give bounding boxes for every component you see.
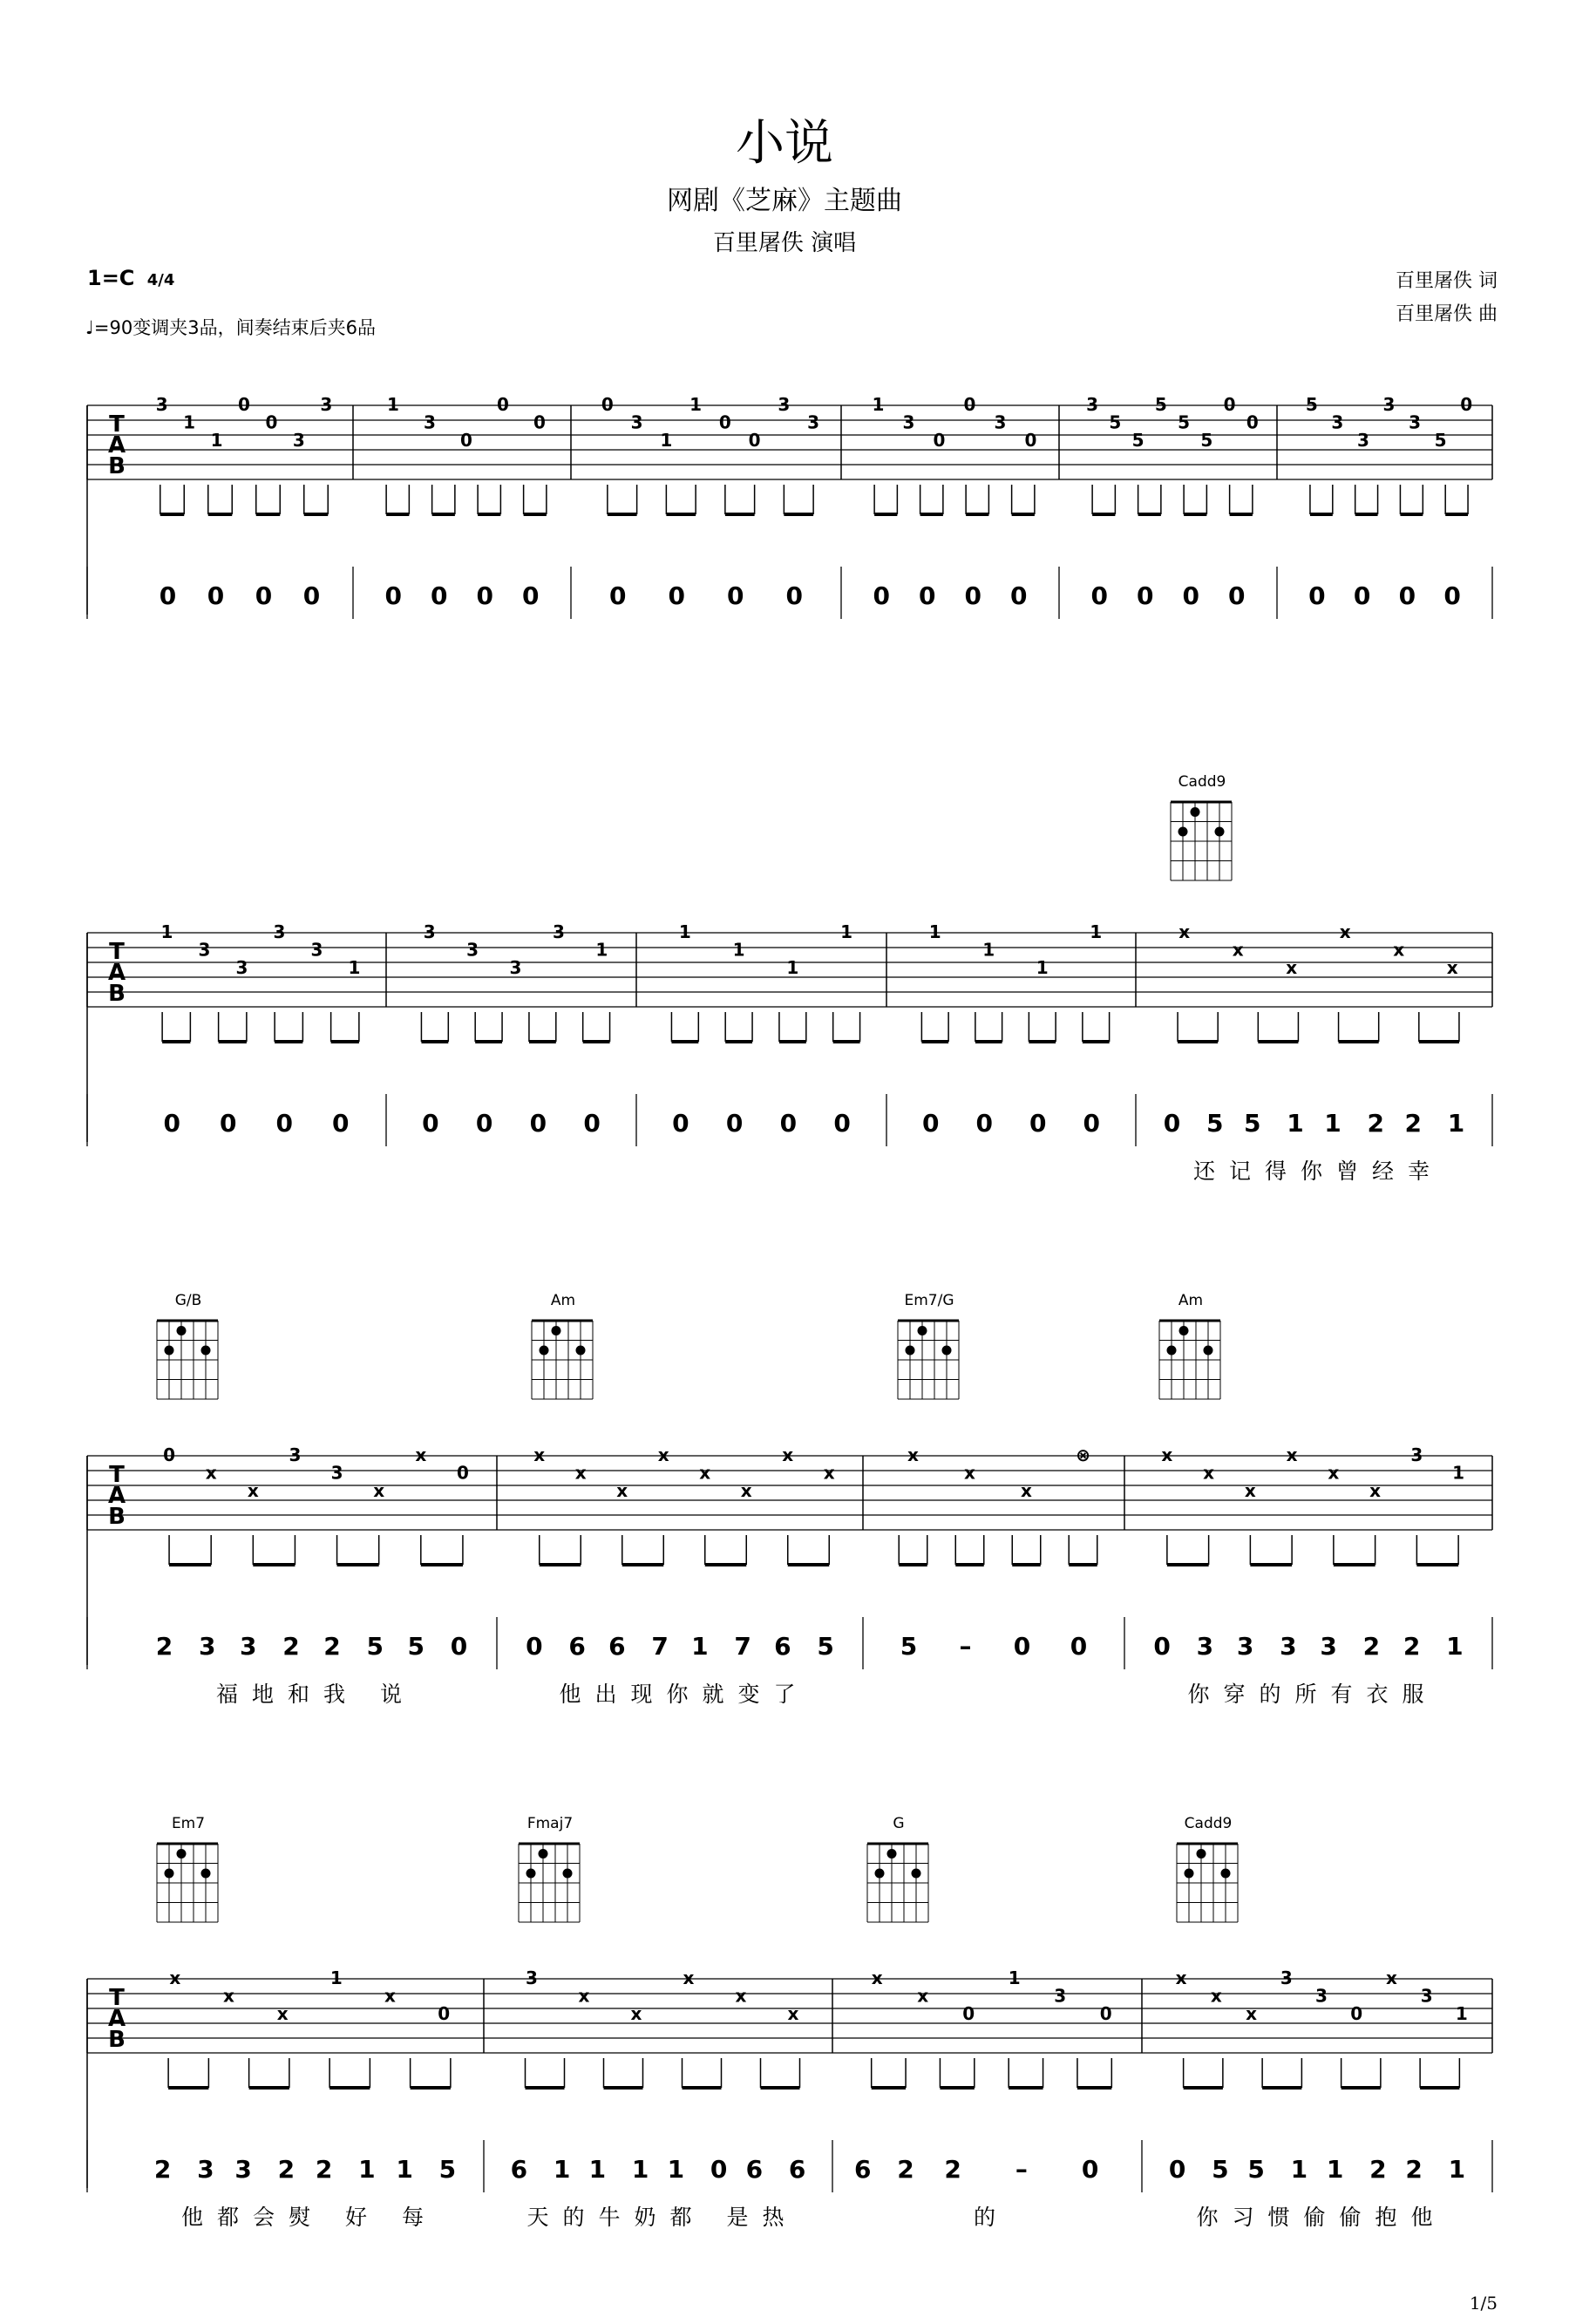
- time-signature: 4/4: [146, 271, 175, 289]
- tab-fret-number: 1: [1455, 2002, 1468, 2024]
- tab-fret-number: x: [1244, 1479, 1256, 1501]
- chord-finger-dot: [1179, 1326, 1189, 1335]
- tab-fret-number: x: [1175, 1967, 1187, 1988]
- jianpu-note: 0: [727, 581, 753, 610]
- jianpu-note: –: [959, 1632, 981, 1661]
- tab-fret-number: 0: [438, 2002, 451, 2024]
- chord-diagram: [157, 1292, 218, 1399]
- tab-fret-number: 3: [1054, 1985, 1067, 2007]
- jianpu-note: 0: [475, 1109, 502, 1138]
- tab-fret-number: 3: [1382, 394, 1396, 415]
- jianpu-note: 0: [522, 581, 548, 610]
- jianpu-note: 0: [975, 1109, 1002, 1138]
- chord-name: Fmaj7: [526, 1815, 574, 1832]
- tab-fret-number: 3: [235, 956, 248, 978]
- tab-fret-number: x: [1021, 1479, 1032, 1501]
- tab-fret-number: 3: [155, 394, 168, 415]
- lyric-text: 天的牛奶都 是热: [526, 2205, 798, 2230]
- jianpu-note: 1 2: [1324, 1109, 1393, 1138]
- tab-fret-number: x: [907, 1444, 919, 1465]
- jianpu-note: 0: [1308, 581, 1335, 610]
- tab-fret-number: 3: [1315, 1985, 1328, 2007]
- chord-finger-dot: [201, 1346, 211, 1356]
- tab-fret-number: x: [657, 1444, 669, 1465]
- jianpu-note: 0: [873, 581, 899, 610]
- tab-fret-number: 0: [933, 429, 946, 451]
- jianpu-note: 2 1: [1403, 1632, 1472, 1661]
- tab-fret-number: 1: [387, 394, 399, 415]
- jianpu-note: 1 0: [667, 2155, 737, 2184]
- tab-fret-number: 5: [1200, 429, 1213, 451]
- tab-fret-number: 1: [732, 939, 745, 961]
- tab-fret-number: 1: [160, 921, 173, 942]
- tab-fret-number: 5: [1434, 429, 1447, 451]
- jianpu-note: 0: [1443, 581, 1470, 610]
- jianpu-note: 0: [1182, 581, 1208, 610]
- tab-fret-number: 1: [840, 921, 853, 942]
- jianpu-note: 6 6: [745, 2155, 815, 2184]
- tab-fret-number: x: [823, 1462, 835, 1484]
- chord-diagram: [867, 1815, 928, 1922]
- tab-clef-letter: T: [109, 411, 125, 438]
- tab-fret-number: ⊗: [1076, 1444, 1090, 1465]
- jianpu-note: 2: [944, 2155, 970, 2184]
- jianpu-note: 6 7: [608, 1632, 677, 1661]
- tab-fret-number: 3: [273, 921, 286, 942]
- score-system: [87, 1292, 1492, 1707]
- tab-fret-number: 0: [748, 429, 761, 451]
- chord-finger-dot: [906, 1346, 915, 1356]
- chord-finger-dot: [1185, 1869, 1194, 1879]
- tab-fret-number: x: [964, 1462, 975, 1484]
- tab-fret-number: 1: [595, 939, 608, 961]
- jianpu-note: 0: [609, 581, 635, 610]
- tab-fret-number: 1: [982, 939, 995, 961]
- jianpu-note: 5: [900, 1632, 927, 1661]
- chord-finger-dot: [918, 1326, 927, 1335]
- tab-fret-number: 1: [786, 956, 799, 978]
- tab-fret-number: x: [1339, 921, 1351, 942]
- tab-fret-number: 3: [994, 411, 1007, 433]
- tab-fret-number: 3: [466, 939, 479, 961]
- jianpu-note: 0: [779, 1109, 806, 1138]
- tab-clef-letter: A: [107, 432, 126, 459]
- jianpu-note: 0: [922, 1109, 948, 1138]
- tab-fret-number: 3: [902, 411, 915, 433]
- tab-fret-number: x: [1203, 1462, 1215, 1484]
- jianpu-note: 2 1: [1404, 1109, 1474, 1138]
- jianpu-note: 0: [529, 1109, 556, 1138]
- jianpu-note: 0: [919, 581, 945, 610]
- chord-diagram: [1159, 1292, 1220, 1399]
- tab-fret-number: 3: [292, 429, 305, 451]
- tab-fret-number: 0: [718, 411, 731, 433]
- chord-finger-dot: [1167, 1346, 1177, 1356]
- tab-clef-letter: A: [107, 2006, 126, 2032]
- chord-diagram: [1171, 773, 1232, 880]
- tab-fret-number: 3: [1409, 411, 1422, 433]
- lyricist-credit: 百里屠佚 词: [1396, 270, 1498, 292]
- jianpu-note: 6 1: [510, 2155, 580, 2184]
- tab-fret-number: 1: [1008, 1967, 1021, 1988]
- tab-fret-number: 1: [1452, 1462, 1465, 1484]
- tab-fret-number: 3: [1331, 411, 1344, 433]
- tab-fret-number: x: [169, 1967, 181, 1988]
- tab-fret-number: 0: [1460, 394, 1473, 415]
- chord-name: Am: [550, 1292, 576, 1309]
- tab-fret-number: 5: [1305, 394, 1318, 415]
- tab-fret-number: x: [1393, 939, 1405, 961]
- tab-fret-number: x: [247, 1479, 259, 1501]
- tab-fret-number: 1: [348, 956, 361, 978]
- jianpu-note: –: [1015, 2155, 1036, 2184]
- tab-fret-number: x: [533, 1444, 546, 1465]
- tab-fret-number: 1: [329, 1967, 343, 1988]
- jianpu-note: 5 1: [1247, 2155, 1317, 2184]
- tab-fret-number: x: [574, 1462, 587, 1484]
- tab-fret-number: 0: [1024, 429, 1037, 451]
- tab-fret-number: 0: [1246, 411, 1259, 433]
- jianpu-note: 0: [785, 581, 812, 610]
- lyric-text: 福地和我 说: [216, 1682, 416, 1707]
- jianpu-note: 1 5: [396, 2155, 465, 2184]
- key-label: 1=C: [87, 266, 135, 290]
- chord-finger-dot: [177, 1849, 187, 1859]
- jianpu-note: 0: [431, 581, 457, 610]
- jianpu-note: 1 7: [691, 1632, 760, 1661]
- tab-fret-number: 0: [460, 429, 472, 451]
- tab-fret-number: x: [1286, 1444, 1298, 1465]
- tab-fret-number: 1: [872, 394, 885, 415]
- chord-finger-dot: [165, 1869, 174, 1879]
- chord-finger-dot: [576, 1346, 586, 1356]
- chord-diagram: [898, 1292, 959, 1399]
- tab-fret-number: x: [787, 2002, 799, 2024]
- chord-finger-dot: [563, 1869, 573, 1879]
- tab-fret-number: x: [384, 1985, 396, 2007]
- chord-finger-dot: [1215, 827, 1225, 837]
- jianpu-note: 1 1: [588, 2155, 658, 2184]
- tab-fret-number: 3: [509, 956, 522, 978]
- jianpu-note: 0: [207, 581, 234, 610]
- tab-fret-number: 1: [183, 411, 196, 433]
- jianpu-note: 0: [1353, 581, 1380, 610]
- tab-fret-number: 3: [289, 1444, 302, 1465]
- jianpu-note: 0: [1010, 581, 1036, 610]
- jianpu-note: 0: [1083, 1109, 1109, 1138]
- score-system: [87, 773, 1492, 1184]
- jianpu-note: 0: [1137, 581, 1163, 610]
- jianpu-note: 0: [476, 581, 502, 610]
- tab-clef-letter: T: [109, 939, 125, 965]
- chord-finger-dot: [1204, 1346, 1213, 1356]
- tab-fret-number: x: [616, 1479, 628, 1501]
- jianpu-note: 0: [833, 1109, 859, 1138]
- tab-fret-number: 3: [1420, 1985, 1433, 2007]
- tab-fret-number: 3: [807, 411, 820, 433]
- jianpu-note: 0: [302, 581, 329, 610]
- chord-name: G/B: [174, 1292, 202, 1309]
- tab-fret-number: 3: [310, 939, 323, 961]
- lyric-text: 他出现你就变了: [559, 1682, 810, 1707]
- page-number: 1/5: [1469, 2293, 1498, 2314]
- jianpu-note: 0: [1070, 1632, 1097, 1661]
- jianpu-note: 3 2: [240, 1632, 309, 1661]
- tab-fret-number: 0: [1099, 2002, 1112, 2024]
- chord-name: G: [893, 1815, 905, 1832]
- tab-clef-letter: A: [107, 960, 126, 986]
- tab-fret-number: 3: [423, 921, 436, 942]
- tab-fret-number: x: [223, 1985, 234, 2007]
- tab-fret-number: x: [1210, 1985, 1222, 2007]
- tab-fret-number: 1: [210, 429, 223, 451]
- tab-fret-number: 0: [238, 394, 250, 415]
- tab-fret-number: 0: [1223, 394, 1236, 415]
- jianpu-note: 1 2: [1326, 2155, 1396, 2184]
- jianpu-note: 0: [583, 1109, 609, 1138]
- chord-diagram: [1177, 1815, 1238, 1922]
- tab-fret-number: 3: [526, 1967, 538, 1988]
- tab-fret-number: 5: [1109, 411, 1122, 433]
- tab-fret-number: 3: [198, 939, 211, 961]
- chord-name: Em7: [171, 1815, 206, 1832]
- tempo-marking: ♩=90变调夹3品，间奏结束后夹6品: [85, 317, 376, 338]
- composer-credit: 百里屠佚 曲: [1396, 303, 1498, 325]
- tab-fret-number: 5: [1178, 411, 1191, 433]
- chord-finger-dot: [887, 1849, 897, 1859]
- tab-fret-number: x: [1246, 2002, 1258, 2024]
- tab-fret-number: x: [415, 1444, 427, 1465]
- tab-fret-number: x: [578, 1985, 590, 2007]
- jianpu-note: 0: [1013, 1632, 1040, 1661]
- jianpu-note: 0: [964, 581, 990, 610]
- tab-fret-number: x: [871, 1967, 883, 1988]
- tab-fret-number: 1: [678, 921, 691, 942]
- tab-fret-number: x: [630, 2002, 642, 2024]
- chord-name: Em7/G: [904, 1292, 954, 1309]
- tab-fret-number: 1: [660, 429, 673, 451]
- tab-fret-number: 3: [320, 394, 333, 415]
- tab-fret-number: 5: [1154, 394, 1167, 415]
- jianpu-note: 0: [1081, 2155, 1108, 2184]
- jianpu-note: 0: [668, 581, 694, 610]
- jianpu-note: 6 2: [854, 2155, 923, 2184]
- jianpu-note: 0: [163, 1109, 189, 1138]
- tab-fret-number: x: [1328, 1462, 1340, 1484]
- chord-finger-dot: [165, 1346, 174, 1356]
- jianpu-note: 0: [1029, 1109, 1056, 1138]
- tab-fret-number: 3: [424, 411, 436, 433]
- tab-fret-number: 3: [1086, 394, 1099, 415]
- chord-finger-dot: [201, 1869, 211, 1879]
- jianpu-note: 3 2: [234, 2155, 304, 2184]
- tab-clef-letter: B: [108, 453, 126, 479]
- jianpu-note: 2 5: [323, 1632, 392, 1661]
- tab-fret-number: 0: [265, 411, 278, 433]
- jianpu-note: 0: [255, 581, 282, 610]
- tab-fret-number: x: [699, 1462, 711, 1484]
- tab-fret-number: 1: [689, 394, 703, 415]
- chord-finger-dot: [912, 1869, 921, 1879]
- jianpu-note: 0 3: [1153, 1632, 1223, 1661]
- jianpu-note: 0: [384, 581, 411, 610]
- tab-fret-number: x: [917, 1985, 929, 2007]
- tab-fret-number: 3: [778, 394, 791, 415]
- chord-name: Cadd9: [1178, 773, 1226, 791]
- tab-fret-number: x: [1161, 1444, 1173, 1465]
- tab-fret-number: 1: [928, 921, 941, 942]
- tab-fret-number: 3: [1410, 1444, 1423, 1465]
- chord-finger-dot: [552, 1326, 561, 1335]
- tab-fret-number: 0: [497, 394, 509, 415]
- chord-finger-dot: [1191, 807, 1200, 817]
- chord-finger-dot: [1221, 1869, 1231, 1879]
- jianpu-note: 2 1: [1405, 2155, 1475, 2184]
- jianpu-note: 5 0: [407, 1632, 477, 1661]
- tab-fret-number: 0: [456, 1462, 469, 1484]
- tab-fret-number: 3: [630, 411, 643, 433]
- jianpu-note: 0: [332, 1109, 358, 1138]
- tab-fret-number: 0: [163, 1444, 176, 1465]
- tab-fret-number: 0: [533, 411, 546, 433]
- tab-fret-number: x: [782, 1444, 794, 1465]
- jianpu-note: 2 1: [315, 2155, 384, 2184]
- tab-fret-number: 0: [962, 2002, 975, 2024]
- chord-diagram: [519, 1815, 580, 1922]
- tab-fret-number: x: [1369, 1479, 1382, 1501]
- tab-fret-number: 3: [1280, 1967, 1293, 1988]
- tab-clef-letter: B: [108, 981, 126, 1007]
- tab-fret-number: 1: [1036, 956, 1049, 978]
- jianpu-note: 0: [159, 581, 186, 610]
- jianpu-note: 0 6: [526, 1632, 594, 1661]
- tab-clef-letter: T: [109, 1462, 125, 1488]
- chord-name: Cadd9: [1184, 1815, 1233, 1832]
- tab-clef-letter: A: [107, 1483, 126, 1509]
- lyric-text: 你习惯偷偷抱他: [1196, 2205, 1447, 2230]
- jianpu-note: 0: [672, 1109, 698, 1138]
- tab-fret-number: 1: [1090, 921, 1103, 942]
- jianpu-note: 0: [1090, 581, 1117, 610]
- tab-fret-number: x: [276, 2002, 289, 2024]
- lyric-text: 你穿的所有衣服: [1187, 1682, 1438, 1707]
- tab-fret-number: x: [1232, 939, 1244, 961]
- chord-diagram: [157, 1815, 218, 1922]
- chord-name: Am: [1178, 1292, 1204, 1309]
- chord-finger-dot: [177, 1326, 187, 1335]
- chord-finger-dot: [540, 1346, 549, 1356]
- tab-fret-number: 0: [1350, 2002, 1363, 2024]
- jianpu-note: 3 3: [1236, 1632, 1306, 1661]
- tab-fret-number: 3: [330, 1462, 343, 1484]
- jianpu-note: 0 5: [1168, 2155, 1238, 2184]
- song-title: 小说: [736, 115, 833, 172]
- chord-finger-dot: [526, 1869, 536, 1879]
- jianpu-note: 0: [422, 1109, 448, 1138]
- jianpu-note: 0: [1228, 581, 1254, 610]
- tab-clef-letter: T: [109, 1985, 125, 2011]
- score-system: [87, 1815, 1492, 2230]
- chord-finger-dot: [539, 1849, 548, 1859]
- tab-clef-letter: B: [108, 2027, 126, 2053]
- score-system: [87, 394, 1492, 619]
- jianpu-note: 0: [1398, 581, 1425, 610]
- tab-fret-number: 3: [552, 921, 565, 942]
- tab-fret-number: x: [1446, 956, 1458, 978]
- tab-fret-number: x: [683, 1967, 695, 1988]
- lyric-text: 的: [973, 2205, 1010, 2230]
- tab-fret-number: x: [1286, 956, 1298, 978]
- tab-fret-number: 0: [963, 394, 976, 415]
- chord-finger-dot: [1178, 827, 1188, 837]
- jianpu-note: 2 3: [155, 1632, 225, 1661]
- singer-credit: 百里屠佚 演唱: [712, 230, 857, 256]
- song-subtitle: 网剧《芝麻》主题曲: [667, 186, 902, 216]
- chord-finger-dot: [1197, 1849, 1206, 1859]
- jianpu-note: 2 3: [153, 2155, 223, 2184]
- tab-fret-number: 5: [1131, 429, 1144, 451]
- chord-diagram: [532, 1292, 593, 1399]
- chord-finger-dot: [875, 1869, 885, 1879]
- lyric-text: 他都会熨 好 每: [181, 2205, 438, 2230]
- jianpu-note: 5 1: [1244, 1109, 1313, 1138]
- tab-fret-number: x: [1385, 1967, 1397, 1988]
- tab-fret-number: x: [205, 1462, 217, 1484]
- jianpu-note: 6 5: [774, 1632, 843, 1661]
- lyric-text: 还记得你曾经幸: [1192, 1159, 1444, 1184]
- jianpu-note: 0: [220, 1109, 246, 1138]
- tab-fret-number: x: [740, 1479, 752, 1501]
- jianpu-note: 0: [725, 1109, 752, 1138]
- jianpu-note: 0: [275, 1109, 302, 1138]
- tab-fret-number: 3: [1356, 429, 1369, 451]
- tab-fret-number: x: [735, 1985, 747, 2007]
- tab-fret-number: x: [373, 1479, 385, 1501]
- jianpu-note: 3 2: [1320, 1632, 1389, 1661]
- tab-fret-number: 0: [601, 394, 614, 415]
- tab-clef-letter: B: [108, 1504, 126, 1530]
- jianpu-note: 0 5: [1163, 1109, 1233, 1138]
- chord-finger-dot: [942, 1346, 952, 1356]
- tab-fret-number: x: [1178, 921, 1191, 942]
